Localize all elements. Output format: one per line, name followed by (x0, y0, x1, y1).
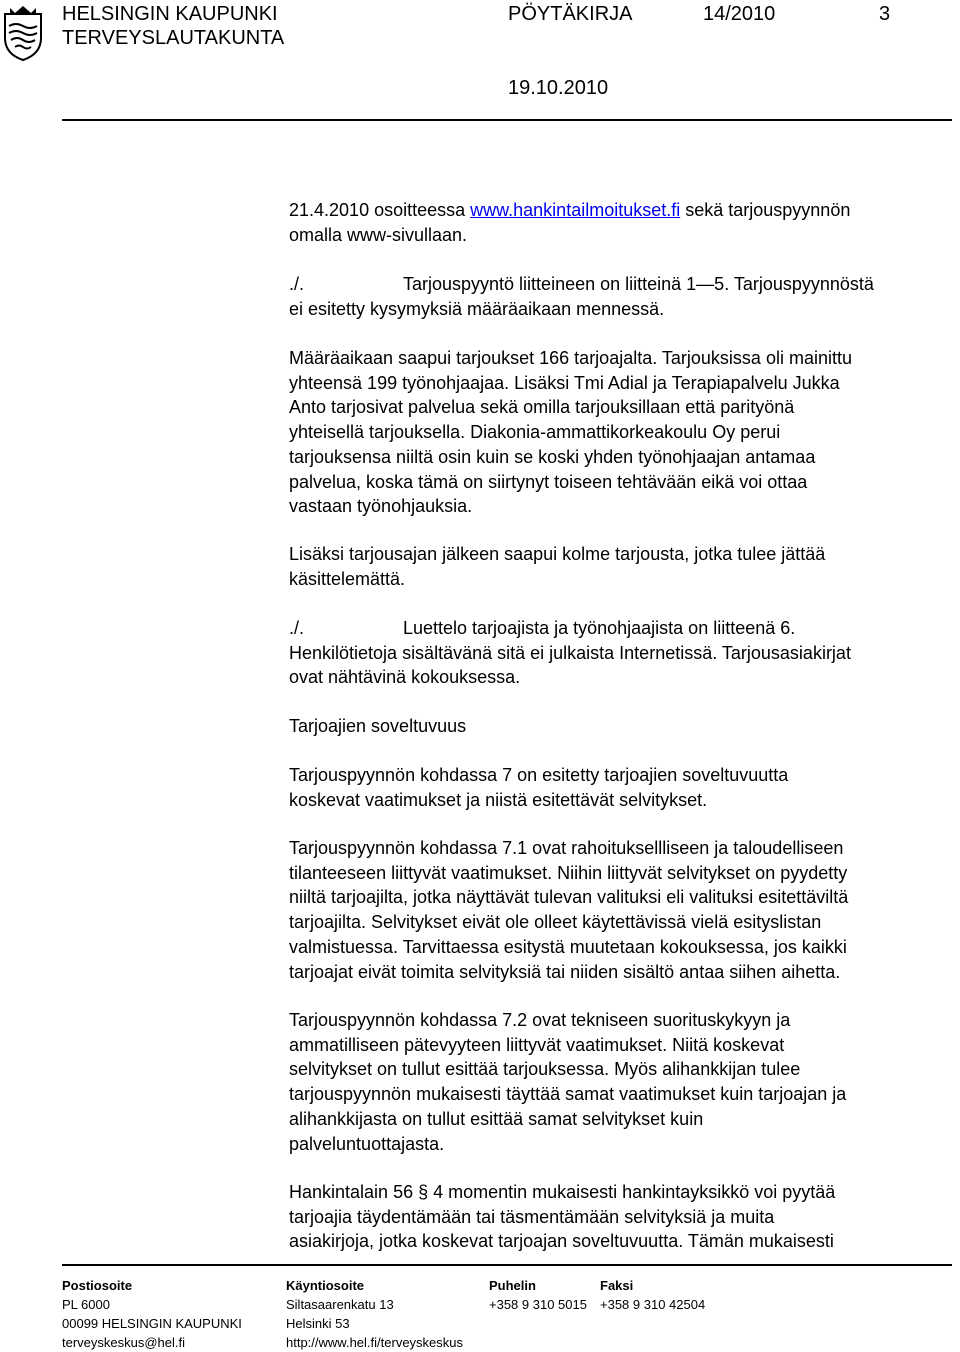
header-rule (62, 119, 952, 121)
footer-phone: Puhelin +358 9 310 5015 (489, 1278, 587, 1312)
footer-postal-address: Postiosoite PL 6000 00099 HELSINGIN KAUPUNKI terveyskeskus@hel.fi (62, 1278, 242, 1350)
section-heading: Tarjoajien soveltuvuus (289, 716, 467, 736)
paragraph-publication: 21.4.2010 osoitteessa www.hankintailmoitukset.fi sekä tarjouspyynnön omalla www-sivullaan. (289, 200, 851, 245)
paragraph-suitability: Tarjouspyynnön kohdassa 7 on esitetty tarjoajien soveltuvuutta koskevat vaatimukset ja niistä esitettävät selvitykset. (289, 765, 789, 810)
meeting-date: 19.10.2010 (508, 77, 609, 99)
paragraph-offers: Määräaikaan saapui tarjoukset 166 tarjoajalta. Tarjouksissa oli mainittu yhteensä 199 työnohjaajaa. Lisäksi Tmi Adial ja Terapiapalvelu Jukka Anto tarjosivat palvelua sekä omilla tarjouksillaan että parityönä yhteisellä tarjouksella. Diakonia-ammattikorkeakoulu Oy perui tarjouksensa niiltä osin kuin se koski yhden työnohjaajan antamaa palvelua, koska tämä on siirtynyt toiseen tehtävään eikä voi ottaa vastaan työnohjauksia. (289, 348, 852, 517)
paragraph-financial: Tarjouspyynnön kohdassa 7.1 ovat rahoituksellliseen ja taloudelliseen tilanteeseen liittyvät vaatimukset. Niihin liittyvät selvitykset on pyydetty niiltä tarjoajilta, jotka näyttävät tulevan valituksi eli valituksi esitettäviltä tarjoajilta. Selvitykset eivät ole olleet käytettävissä vielä esityslistan valmistuessa. Tarvittaessa esitystä muutetaan kokouksessa, jos kaikki tarjoajat eivät toimita selvityksiä tai niiden sisältö antaa siihen aihetta. (289, 838, 849, 982)
paragraph-late-offers: Lisäksi tarjousajan jälkeen saapui kolme tarjousta, jotka tulee jättää käsittelemättä. (289, 544, 826, 589)
document-number: 14/2010 (703, 3, 776, 25)
attachment-reference-2: ./. Luettelo tarjoajista ja työnohjaajista on liitteenä 6. Henkilötietoja sisältävänä sitä ei julkaista Internetissä. Tarjousasiakirjat ovat nähtävinä kokouksessa. (289, 618, 851, 688)
footer-rule (62, 1264, 952, 1266)
document-type: PÖYTÄKIRJA (508, 3, 633, 25)
footer-visit-address: Käyntiosoite Siltasaarenkatu 13 Helsinki 53 http://www.hel.fi/terveyskeskus (286, 1278, 464, 1350)
paragraph-technical: Tarjouspyynnön kohdassa 7.2 ovat tekniseen suorituskykyyn ja ammatilliseen pätevyyteen liittyvät vaatimukset. Niitä koskevat selvitykset on tullut esittää tarjouksessa. Myös alihankkijan tulee tarjouspyynnön mukaisesti täyttää samat vaatimukset kuin tarjoajan ja alihankkijasta on tullut esittää samat selvitykset kuin palveluntuottajasta. (289, 1010, 847, 1154)
attachment-reference-1: ./. Tarjouspyyntö liitteineen on liitteinä 1—5. Tarjouspyynnöstä ei esitetty kysymyksiä määräaikaan mennessä. (289, 274, 874, 319)
paragraph-procurement-law: Hankintalain 56 § 4 momentin mukaisesti hankintayksikkö voi pyytää tarjoajia täydentämään tai täsmentämään selvityksiä ja muita asiakirjoja, jotka koskevat tarjoajan soveltuvuutta. Tämän mukaisesti (289, 1182, 836, 1252)
city-crest-icon (2, 4, 44, 62)
footer-website-link[interactable]: http://www.hel.fi/terveyskeskus (286, 1335, 464, 1350)
attachment-mark: ./. (289, 274, 305, 294)
page-number: 3 (879, 3, 891, 25)
footer-fax: Faksi +358 9 310 42504 (600, 1278, 706, 1312)
footer-email[interactable]: terveyskeskus@hel.fi (62, 1335, 186, 1350)
org-name: HELSINGIN KAUPUNKI (62, 3, 278, 25)
attachment-mark: ./. (289, 618, 305, 638)
org-unit: TERVEYSLAUTAKUNTA (62, 27, 285, 49)
hankintailmoitukset-link[interactable]: www.hankintailmoitukset.fi (470, 200, 681, 220)
